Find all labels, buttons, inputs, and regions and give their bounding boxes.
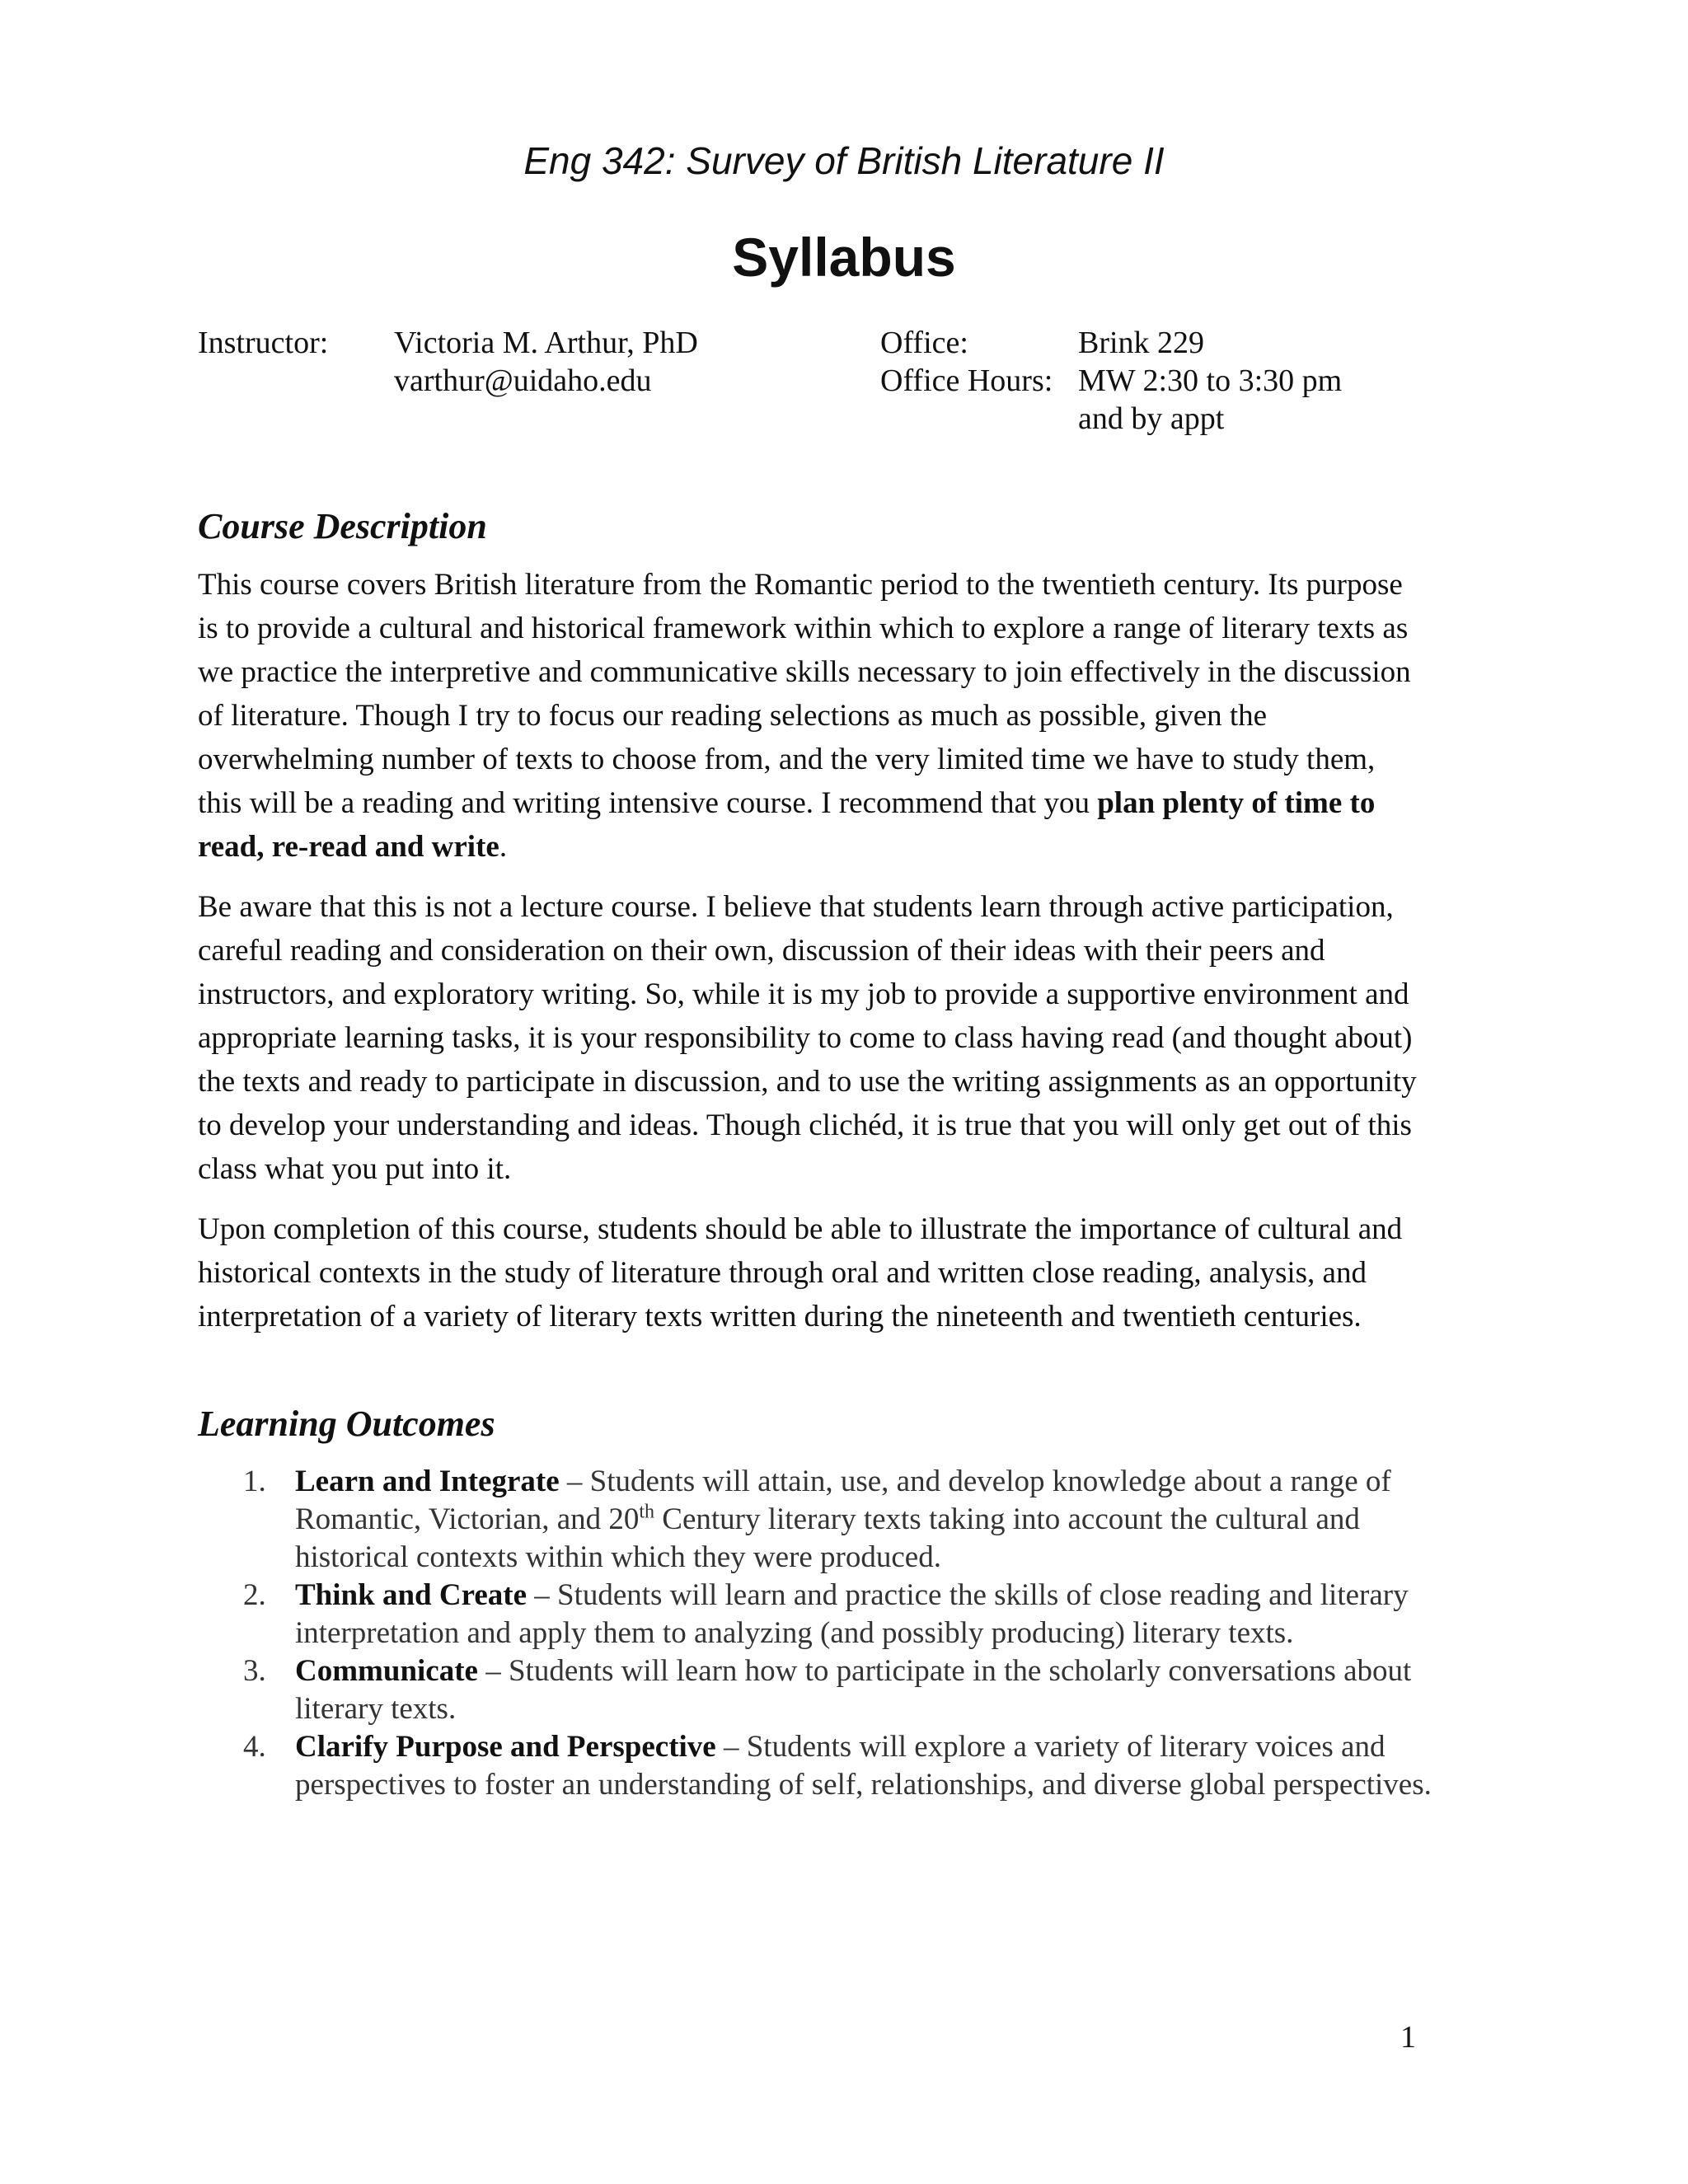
learning-outcomes-heading: Learning Outcomes	[198, 1404, 495, 1444]
outcome-title: Think and Create	[295, 1578, 527, 1612]
description-paragraph-3: Upon completion of this course, students should be able to illustrate the importance of cultural and historical contexts in the study of literature through oral and written close reading, analysis, and interpretation of a variety of literary texts written during the nineteenth and twentieth centuries.	[198, 1212, 1403, 1333]
description-p1-text: This course covers British literature from the Romantic period to the twentieth century. Its purpose is to provide a cultural and historical framework within which to explore a range of literary texts as we practice the interpretive and communicative skills necessary to join effectively in the discussion of literature. Though I try to focus our reading selections as much as possible, given the overwhelming number of texts to choose from, and the very limited time we have to study them, this will be a reading and writing intensive course. I recommend that you	[198, 568, 1411, 820]
outcome-title: Learn and Integrate	[295, 1465, 560, 1498]
course-title: Eng 342: Survey of British Literature II	[523, 139, 1165, 182]
description-p1-emphasis: plan plenty of time to read, re-read and write	[198, 786, 1376, 864]
description-p1-end: .	[499, 830, 508, 864]
office-hours-label: Office Hours:	[880, 363, 1053, 398]
course-description-body	[198, 563, 1426, 1355]
office-hours-value: MW 2:30 to 3:30 pm	[1078, 363, 1343, 398]
list-item	[198, 1463, 1434, 1577]
list-item	[198, 1652, 1434, 1728]
office-value: Brink 229	[1078, 326, 1205, 360]
instructor-label: Instructor:	[198, 326, 329, 360]
office-label: Office:	[880, 326, 968, 360]
outcome-text: – Students will learn how to participate in the scholarly conversations about literary texts.	[295, 1654, 1412, 1726]
outcome-superscript: th	[639, 1501, 655, 1523]
learning-outcomes-list	[198, 1463, 1434, 1804]
instructor-name: Victoria M. Arthur, PhD	[394, 326, 698, 360]
list-item	[198, 1577, 1434, 1652]
list-item-number: 4.	[243, 1730, 266, 1764]
office-hours-note: and by appt	[1078, 401, 1225, 436]
instructor-email: varthur@uidaho.edu	[394, 363, 652, 398]
outcome-title: Communicate	[295, 1654, 478, 1688]
description-paragraph-2: Be aware that this is not a lecture course. I believe that students learn through active participation, careful reading and consideration on their own, discussion of their ideas with their peers and instructors, and exploratory writing. So, while it is my job to provide a supportive environment and appropriate learning tasks, it is your responsibility to come to class having read (and thought about) the texts and ready to participate in discussion, and to use the writing assignments as an opportunity to develop your understanding and ideas. Though clichéd, it is true that you will only get out of this class what you put into it.	[198, 890, 1417, 1186]
outcome-text: – Students will attain, use, and develop knowledge about a range of Romantic, Victorian, and 20	[295, 1465, 1391, 1536]
list-item	[198, 1728, 1434, 1804]
description-paragraph-1	[198, 563, 1426, 869]
page-number: 1	[1400, 2020, 1416, 2055]
list-item-number: 3.	[243, 1654, 266, 1688]
outcome-text: – Students will explore a variety of literary voices and perspectives to foster an understanding of self, relationships, and diverse global perspectives.	[295, 1730, 1432, 1802]
course-description-heading: Course Description	[198, 506, 487, 546]
page-title: Syllabus	[732, 227, 956, 288]
outcome-text-continued: Century literary texts taking into account the cultural and historical contexts within which they were produced.	[295, 1502, 1360, 1574]
outcome-text: – Students will learn and practice the skills of close reading and literary interpretation and apply them to analyzing (and possibly producing) literary texts.	[295, 1578, 1409, 1650]
outcome-title: Clarify Purpose and Perspective	[295, 1730, 716, 1764]
list-item-number: 2.	[243, 1578, 266, 1612]
list-item-number: 1.	[243, 1465, 266, 1498]
